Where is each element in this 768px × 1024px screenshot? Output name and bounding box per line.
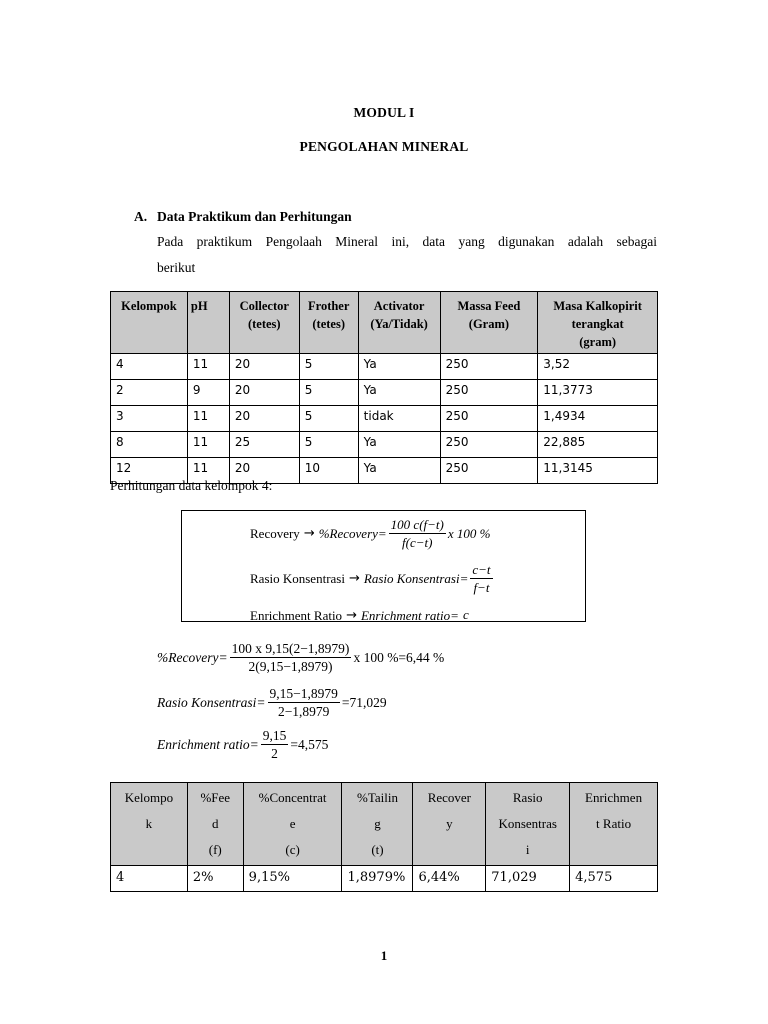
table-cell: 11 (187, 458, 229, 484)
table-cell: tidak (358, 406, 440, 432)
calc-caption: Perhitungan data kelompok 4: (110, 478, 273, 493)
header-feed: %Fee d (f) (187, 783, 243, 866)
header-activator: Activator (Ya/Tidak) (358, 292, 440, 354)
module-title: MODUL I (353, 105, 415, 120)
table-cell: 5 (299, 406, 358, 432)
enrichment-calc-fraction (261, 728, 289, 761)
rasio-calc-numerator: 9,15−1,8979 (269, 686, 338, 701)
enrichment-calc-denominator: 2 (271, 746, 278, 761)
header-kelompok: Kelompok (111, 292, 188, 354)
table-row (111, 432, 658, 458)
paragraph-line-1: Pada praktikum Pengolaah Mineral ini, data yang digunakan adalah sebagai (157, 234, 657, 249)
recovery-calc-lhs: %Recovery= (157, 649, 228, 665)
table-cell: 8 (111, 432, 188, 458)
section-label: A. (134, 209, 148, 224)
table-cell: 11,3773 (538, 380, 658, 406)
rasio-label: Rasio Konsentrasi (250, 570, 345, 586)
table-cell: 11 (187, 432, 229, 458)
table-cell: 10 (299, 458, 358, 484)
table-cell: 20 (229, 354, 299, 380)
recovery-calc-fraction (230, 641, 352, 674)
table-cell: 71,029 (486, 866, 570, 892)
recovery-label: Recovery (250, 525, 300, 541)
table-cell: 3 (111, 406, 188, 432)
recovery-fraction (389, 517, 446, 550)
table-cell: 1,4934 (538, 406, 658, 432)
rasio-denominator: f−t (473, 580, 490, 595)
enrichment-calc-lhs: Enrichment ratio= (157, 736, 259, 752)
header-frother: Frother (tetes) (299, 292, 358, 354)
table-cell: Ya (358, 458, 440, 484)
rasio-calc (157, 686, 387, 719)
table-cell: 4 (111, 866, 188, 892)
table-cell: 3,52 (538, 354, 658, 380)
header-tailing: %Tailin g (t) (342, 783, 413, 866)
recovery-calc (157, 641, 444, 674)
table-cell: 1,8979% (342, 866, 413, 892)
table-cell: 9,15% (243, 866, 342, 892)
header-enrichment-ratio: Enrichmen t Ratio (570, 783, 658, 866)
page-number: 1 (380, 948, 388, 963)
header-rasio-konsentrasi: Rasio Konsentras i (486, 783, 570, 866)
enrichment-lhs: Enrichment ratio= (360, 607, 459, 622)
paragraph-line-2: berikut (157, 260, 196, 275)
header-massa-feed: Massa Feed (Gram) (440, 292, 538, 354)
enrichment-calc-result: =4,575 (290, 736, 329, 752)
header-ph: pH (187, 292, 229, 354)
recovery-numerator: 100 c(f−t) (390, 517, 444, 532)
header-concentrate: %Concentrat e (c) (243, 783, 342, 866)
table-header-row (111, 292, 658, 354)
table-cell: Ya (358, 380, 440, 406)
table-row (111, 866, 658, 892)
table-row (111, 406, 658, 432)
table-header-row (111, 783, 658, 866)
table-cell: 4,575 (570, 866, 658, 892)
table-cell: 11 (187, 406, 229, 432)
rasio-numerator: c−t (472, 562, 491, 577)
table-cell: 20 (229, 380, 299, 406)
table-cell: Ya (358, 432, 440, 458)
formula-box (181, 510, 586, 622)
table-cell: 11,3145 (538, 458, 658, 484)
table-cell: 25 (229, 432, 299, 458)
table-cell: 20 (229, 406, 299, 432)
enrichment-numerator: c (462, 607, 469, 622)
results-table (110, 782, 658, 892)
table-cell: 250 (440, 432, 538, 458)
table-cell: 12 (111, 458, 188, 484)
table-cell: 4 (111, 354, 188, 380)
header-recovery: Recover y (413, 783, 486, 866)
table-cell: 9 (187, 380, 229, 406)
table-cell: 250 (440, 458, 538, 484)
header-massa-kalkopirit: Masa Kalkopirit terangkat (gram) (538, 292, 658, 354)
recovery-tail: x 100 % (447, 525, 491, 541)
table-cell: 20 (229, 458, 299, 484)
enrichment-fraction (461, 607, 471, 622)
rasio-lhs: Rasio Konsentrasi= (363, 570, 469, 586)
table-cell: 2% (187, 866, 243, 892)
rasio-formula (250, 562, 495, 595)
rasio-calc-fraction (268, 686, 340, 719)
rasio-calc-lhs: Rasio Konsentrasi= (157, 694, 266, 710)
practicum-data-table (110, 291, 658, 484)
right-arrow-icon: → (348, 571, 360, 586)
module-subtitle: PENGOLAHAN MINERAL (299, 139, 469, 154)
table-cell: Ya (358, 354, 440, 380)
rasio-calc-result: =71,029 (341, 694, 387, 710)
recovery-calc-denominator: 2(9,15−1,8979) (248, 659, 333, 674)
table-cell: 2 (111, 380, 188, 406)
header-kelompok: Kelompo k (111, 783, 188, 866)
table-cell: 5 (299, 380, 358, 406)
rasio-calc-denominator: 2−1,8979 (277, 704, 330, 719)
enrichment-calc-numerator: 9,15 (262, 728, 287, 743)
table-cell: 250 (440, 354, 538, 380)
table-cell: 6,44% (413, 866, 486, 892)
recovery-denominator: f(c−t) (402, 535, 433, 550)
rasio-fraction (470, 562, 492, 595)
table-row (111, 354, 658, 380)
table-row (111, 380, 658, 406)
enrichment-formula (250, 607, 473, 622)
table-cell: 22,885 (538, 432, 658, 458)
recovery-calc-numerator: 100 x 9,15(2−1,8979) (231, 641, 350, 656)
recovery-lhs: %Recovery= (318, 525, 387, 541)
right-arrow-icon: → (303, 526, 315, 541)
recovery-calc-result: x 100 %=6,44 % (353, 649, 445, 665)
enrichment-label: Enrichment Ratio (250, 607, 343, 622)
table-cell: 250 (440, 380, 538, 406)
table-cell: 5 (299, 354, 358, 380)
header-collector: Collector (tetes) (229, 292, 299, 354)
table-cell: 11 (187, 354, 229, 380)
table-cell: 5 (299, 432, 358, 458)
table-cell: 250 (440, 406, 538, 432)
right-arrow-icon: → (346, 608, 357, 622)
recovery-formula (250, 517, 490, 550)
enrichment-calc (157, 728, 328, 761)
section-heading: Data Praktikum dan Perhitungan (157, 209, 352, 224)
